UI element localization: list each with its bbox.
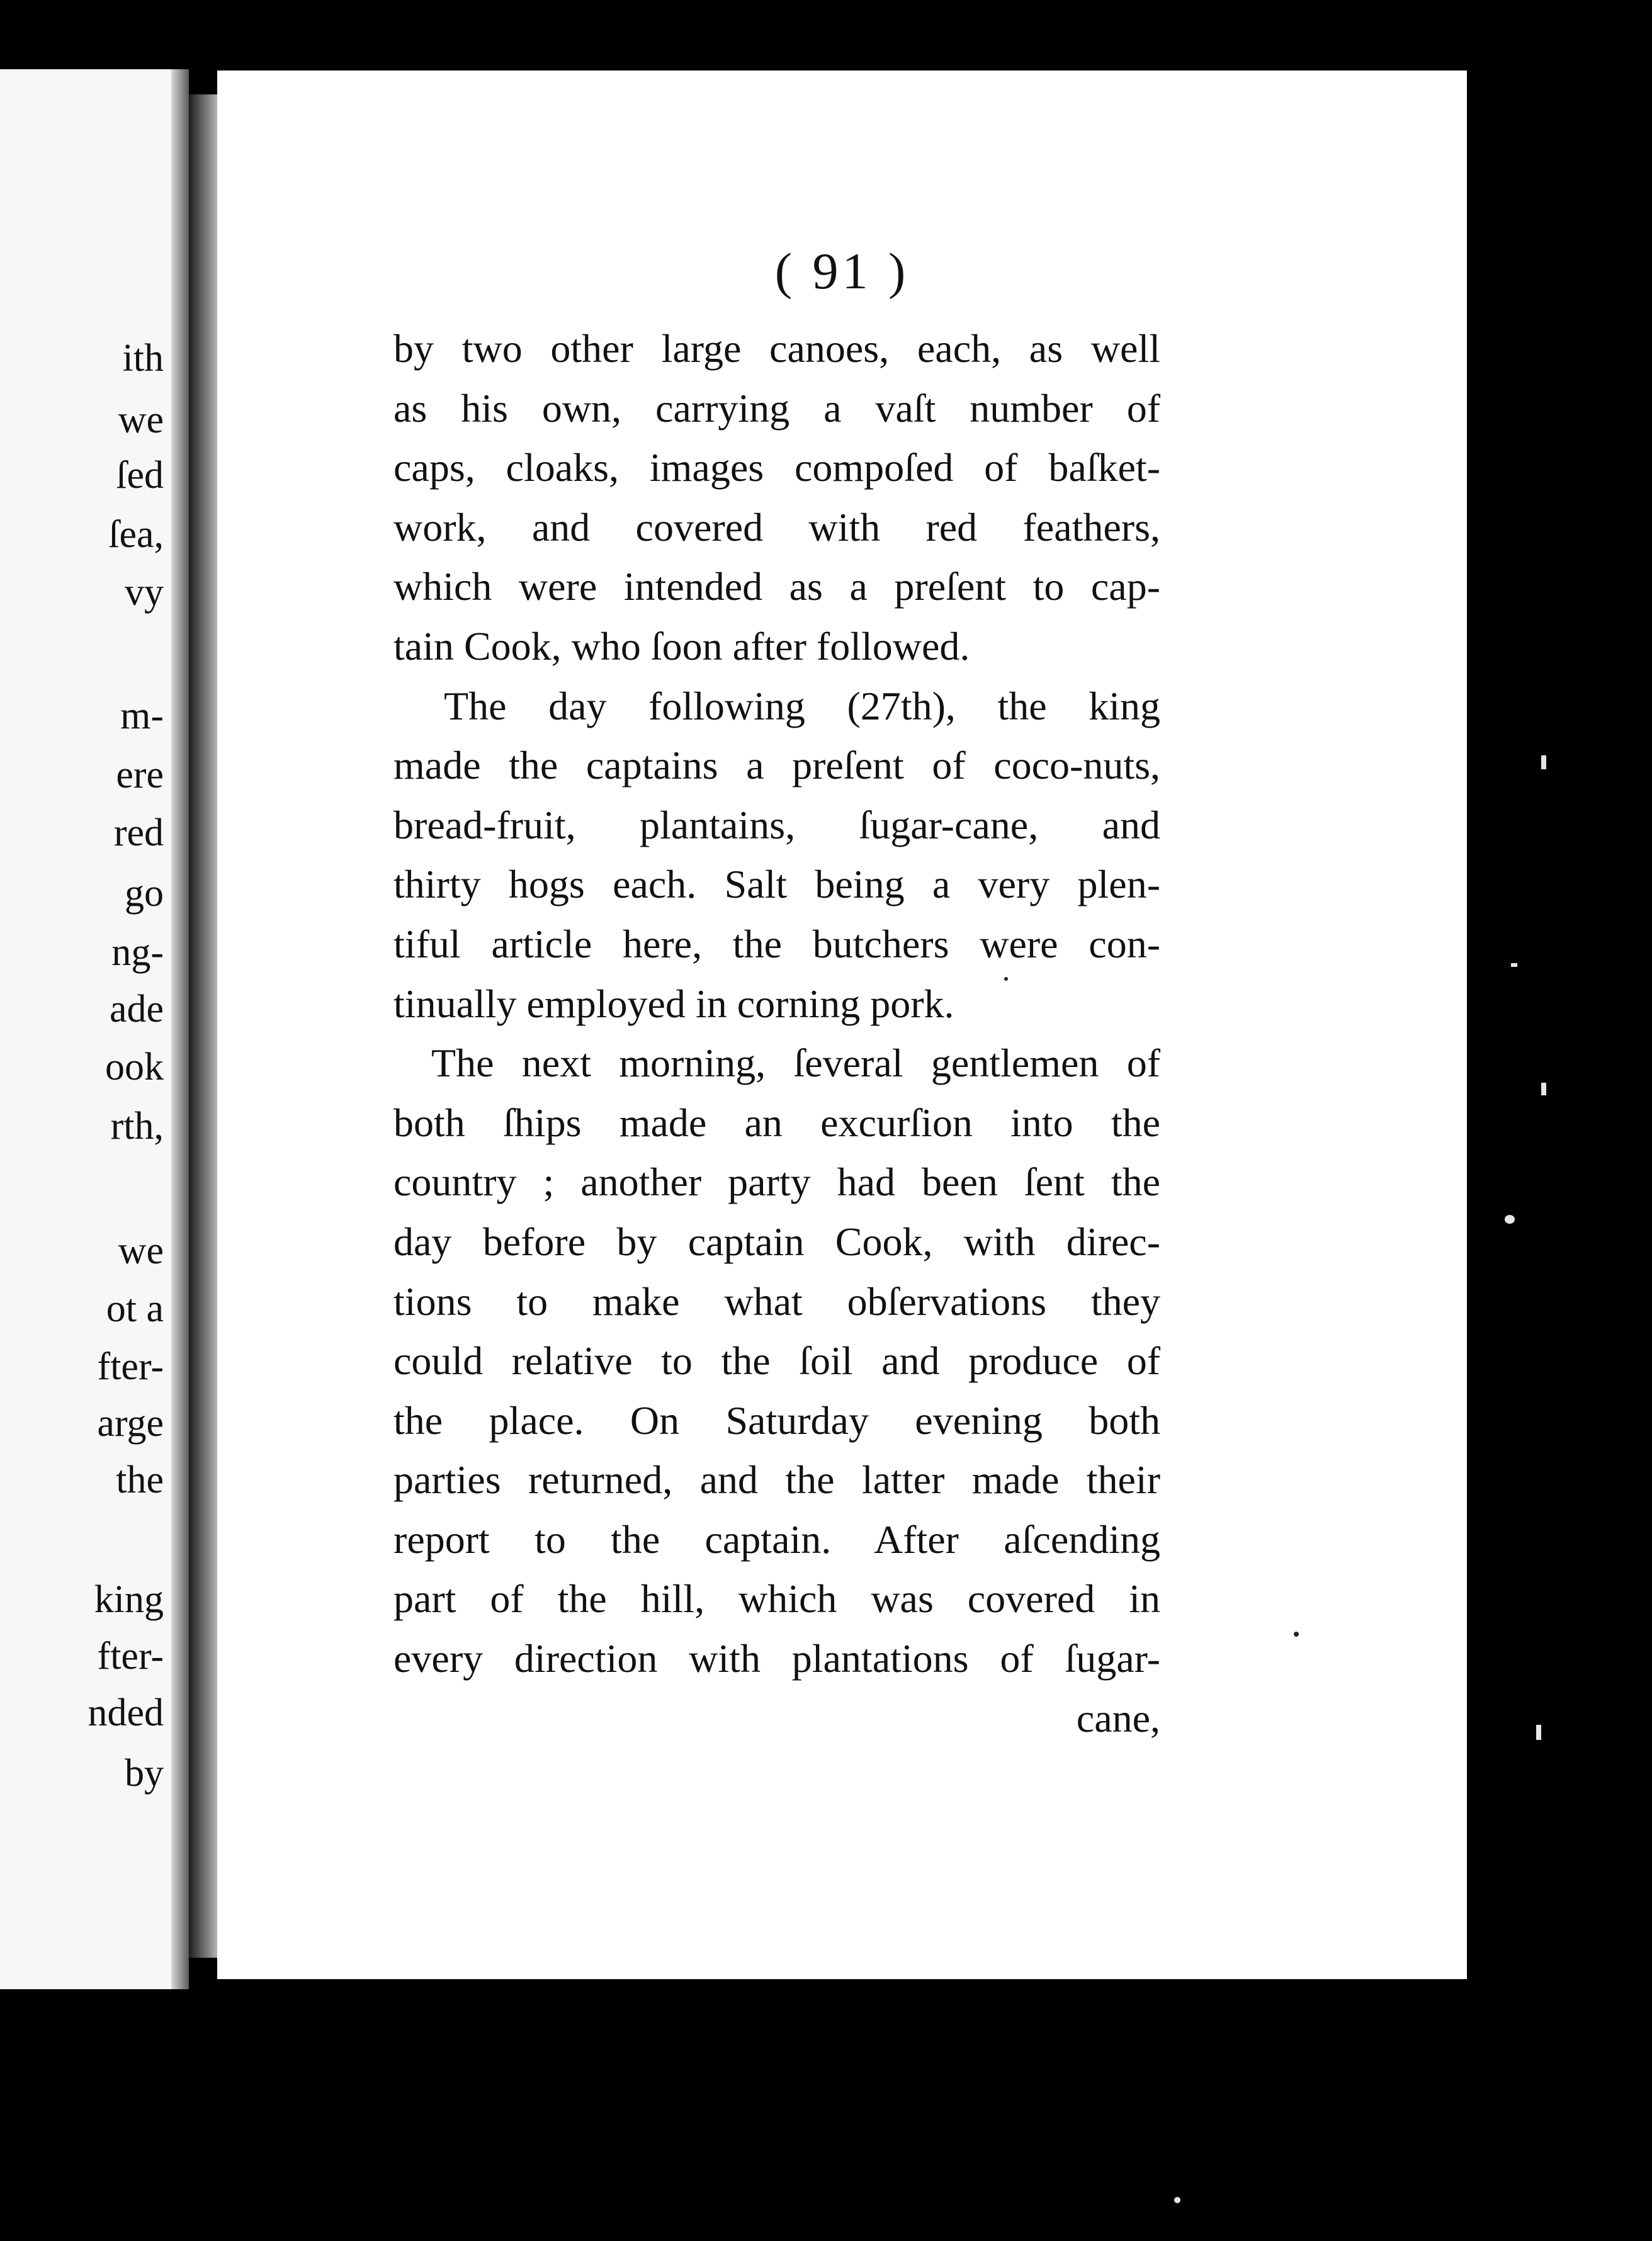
left-page-line-fragment: the (116, 1459, 164, 1501)
text-line: country ; another party had been ſent the (393, 1160, 1160, 1205)
scan-speck (1294, 1632, 1299, 1637)
left-page-line-fragment: king (94, 1578, 164, 1621)
text-line: every direction with plantations of ſugar- (393, 1636, 1160, 1681)
text-line: both ſhips made an excurſion into the (393, 1100, 1160, 1145)
page-number-header: ( 91 ) (774, 242, 910, 300)
left-page-line-fragment: m- (120, 694, 164, 737)
text-line: tain Cook, who ſoon after followed. (393, 623, 970, 669)
text-line: tiful article here, the butchers were con- (393, 921, 1160, 966)
page-edge-mark (1536, 1725, 1541, 1740)
text-line: parties returned, and the latter made their (393, 1457, 1160, 1503)
text-line: bread-fruit, plantains, ſugar-cane, and (393, 802, 1160, 847)
page-edge-mark (1541, 755, 1546, 769)
left-page-line-fragment: go (125, 872, 164, 915)
page-edge-mark (1511, 963, 1517, 967)
text-line: The day following (27th), the king (444, 683, 1160, 728)
page-edge-mark (1541, 1083, 1546, 1095)
left-page-line-fragment: arge (97, 1402, 164, 1445)
left-page-line-fragment: ere (116, 754, 164, 796)
page-edge-mark (1505, 1215, 1515, 1224)
left-page-line-fragment: ith (122, 337, 164, 380)
text-line: as his own, carrying a vaſt number of (393, 385, 1160, 431)
left-page-line-fragment: fter- (97, 1345, 164, 1388)
left-page-line-fragment: ſea, (108, 513, 164, 556)
left-page-line-fragment: we (118, 398, 164, 441)
text-line: caps, cloaks, images compoſed of baſket- (393, 445, 1160, 490)
left-page-line-fragment: vy (125, 571, 164, 614)
text-line: by two other large canoes, each, as well (393, 326, 1160, 371)
left-page (0, 69, 189, 1989)
left-page-line-fragment: fter- (97, 1635, 164, 1678)
page-body-text (393, 319, 1160, 1748)
left-page-line-fragment: by (125, 1752, 164, 1795)
left-page-line-fragment: ot a (106, 1287, 164, 1330)
text-line: which were intended as a preſent to cap- (393, 564, 1160, 609)
text-line: thirty hogs each. Salt being a very plen- (393, 862, 1160, 907)
text-line: tinually employed in corning pork. (393, 981, 954, 1026)
left-page-line-fragment: ook (105, 1046, 164, 1088)
text-line: tions to make what obſervations they (393, 1279, 1160, 1324)
catchword: cane, (1076, 1695, 1160, 1741)
left-page-line-fragment: we (118, 1229, 164, 1272)
text-line: day before by captain Cook, with direc- (393, 1219, 1160, 1264)
text-line: made the captains a preſent of coco-nuts, (393, 743, 1160, 788)
text-line: part of the hill, which was covered in (393, 1576, 1160, 1622)
left-page-line-fragment: rth, (110, 1105, 164, 1148)
text-line: work, and covered with red feathers, (393, 504, 1160, 550)
main-page (217, 71, 1467, 1979)
text-line: The next morning, ſeveral gentlemen of (431, 1041, 1160, 1086)
text-line: could relative to the ſoil and produce of (393, 1338, 1160, 1384)
scan-speck (1004, 977, 1008, 981)
text-line: report to the captain. After aſcending (393, 1516, 1160, 1562)
left-page-line-fragment: ade (109, 988, 164, 1030)
page-edge-mark (1174, 2197, 1180, 2203)
left-page-binding-shadow (171, 69, 189, 1989)
left-page-line-fragment: ng- (111, 931, 164, 974)
left-page-line-fragment: red (113, 811, 164, 854)
left-page-line-fragment: ſed (116, 454, 164, 497)
left-page-line-fragment: nded (88, 1691, 164, 1734)
text-line: the place. On Saturday evening both (393, 1397, 1160, 1443)
